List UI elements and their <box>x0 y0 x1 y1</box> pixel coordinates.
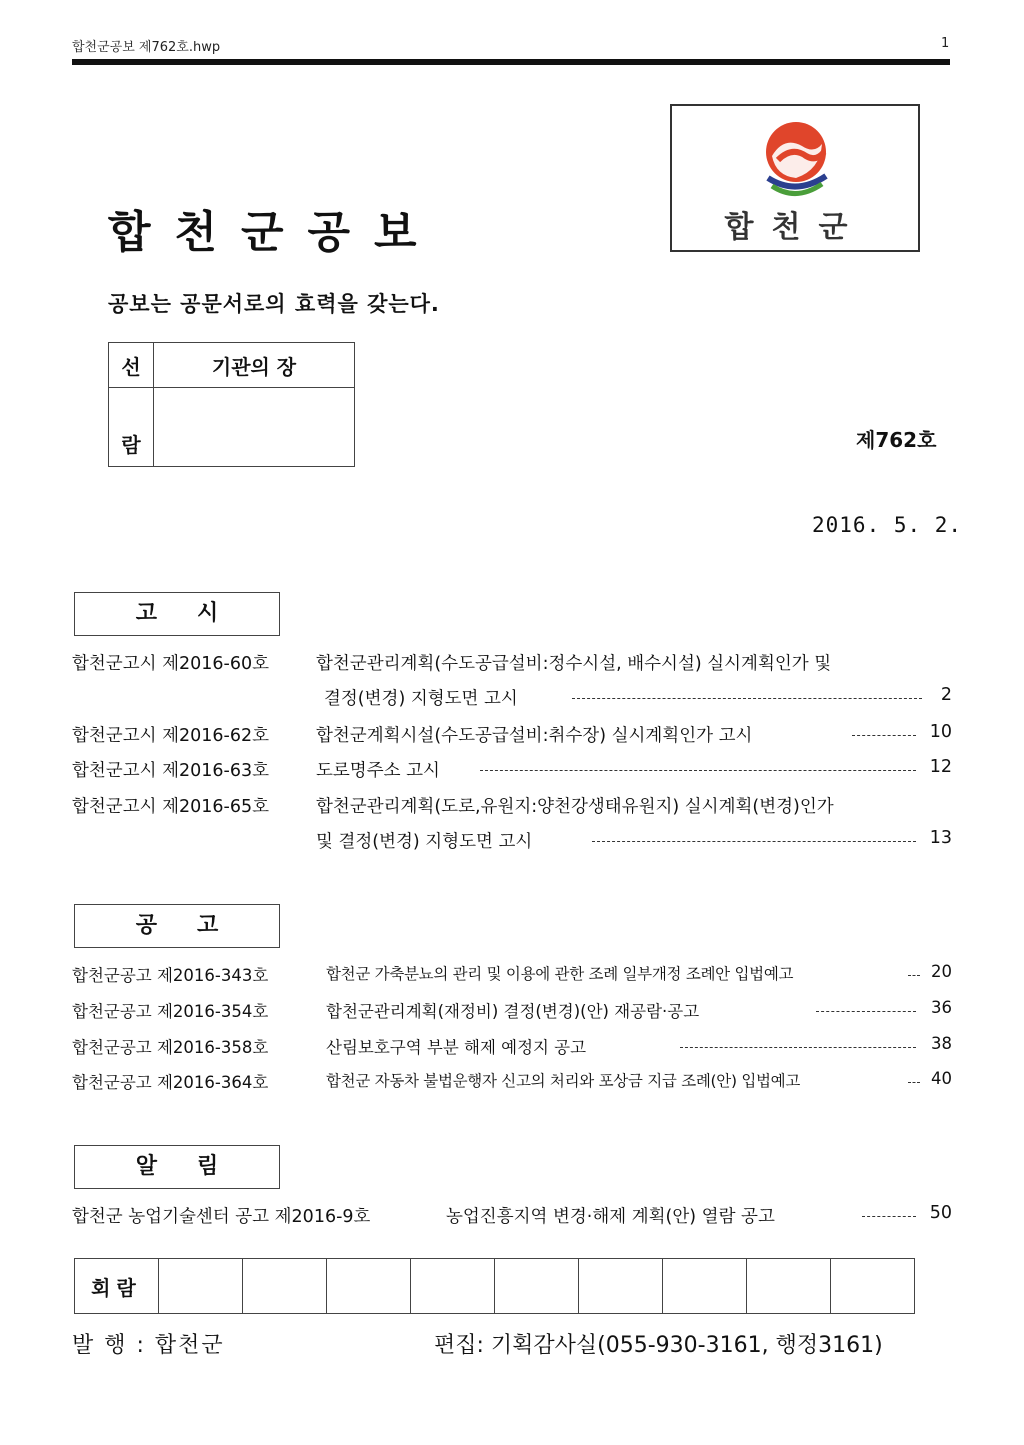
item-page: 36 <box>931 998 952 1017</box>
item-code: 합천군 농업기술센터 공고 제2016-9호 <box>72 1207 371 1227</box>
list-item <box>72 1203 952 1233</box>
issue-number: 제762호 <box>856 428 937 452</box>
item-title: 합천군관리계획(재정비) 결정(변경)(안) 재공람·공고 <box>326 1002 700 1021</box>
item-title: 합천군계획시설(수도공급설비:취수장) 실시계획인가 고시 <box>316 726 753 746</box>
circulation-cell <box>243 1259 327 1314</box>
county-logo-label: 합천군 <box>724 210 866 245</box>
page-title: 합천군공보 <box>108 207 441 258</box>
leader-dots <box>816 1011 916 1012</box>
list-item-continuation <box>72 828 952 858</box>
item-page: 10 <box>929 722 952 742</box>
item-page: 12 <box>929 757 952 777</box>
item-title-line2: 및 결정(변경) 지형도면 고시 <box>316 832 533 852</box>
leader-dots <box>680 1047 916 1048</box>
approval-label-top: 선 <box>109 343 154 388</box>
item-page: 20 <box>931 962 952 981</box>
section-gonggo-title: 공고 <box>74 904 280 948</box>
leader-dots <box>480 770 916 771</box>
item-code: 합천군공고 제2016-354호 <box>72 1002 269 1021</box>
county-logo-box <box>670 104 920 252</box>
issue-date: 2016. 5. 2. <box>812 513 963 537</box>
approval-label-bottom: 람 <box>109 388 154 467</box>
item-title: 합천군 가축분뇨의 관리 및 이용에 관한 조례 일부개정 조례안 입법예고 <box>326 965 794 983</box>
item-page: 40 <box>931 1069 952 1088</box>
item-code: 합천군고시 제2016-63호 <box>72 761 270 781</box>
approval-signature-cell <box>154 388 355 467</box>
file-name: 합천군공보 제762호.hwp <box>72 40 221 55</box>
list-item <box>72 1034 952 1064</box>
circulation-cell <box>327 1259 411 1314</box>
item-title: 합천군 자동차 불법운행자 신고의 처리와 포상금 지급 조례(안) 입법예고 <box>326 1072 801 1090</box>
circulation-cell <box>831 1259 915 1314</box>
leader-dots <box>852 735 916 736</box>
approval-table <box>108 342 355 467</box>
item-title: 산림보호구역 부분 해제 예정지 공고 <box>326 1038 587 1057</box>
leader-dots <box>592 841 916 842</box>
page-number: 1 <box>941 36 950 51</box>
approval-role: 기관의 장 <box>154 343 355 388</box>
circulation-cell <box>579 1259 663 1314</box>
item-code: 합천군공고 제2016-343호 <box>72 966 269 985</box>
item-code: 합천군공고 제2016-358호 <box>72 1038 269 1057</box>
item-title: 합천군관리계획(수도공급설비:정수시설, 배수시설) 실시계획인가 및 <box>316 654 832 674</box>
list-item <box>72 722 952 752</box>
item-code: 합천군공고 제2016-364호 <box>72 1073 269 1092</box>
publisher: 발 행 : 합천군 <box>72 1333 225 1358</box>
list-item <box>72 757 952 787</box>
item-code: 합천군고시 제2016-60호 <box>72 654 270 674</box>
circulation-cell <box>159 1259 243 1314</box>
editor-contact: 편집: 기획감사실(055-930-3161, 행정3161) <box>434 1333 883 1358</box>
item-page: 13 <box>929 828 952 848</box>
list-item <box>72 962 952 992</box>
item-code: 합천군고시 제2016-65호 <box>72 797 270 817</box>
item-page: 50 <box>929 1203 952 1223</box>
item-title-line2: 결정(변경) 지형도면 고시 <box>324 689 518 709</box>
item-title: 합천군관리계획(도로,유원지:양천강생태유원지) 실시계획(변경)인가 <box>316 797 834 817</box>
list-item <box>72 793 952 823</box>
item-code: 합천군고시 제2016-62호 <box>72 726 270 746</box>
list-item <box>72 998 952 1028</box>
page-subtitle: 공보는 공문서로의 효력을 갖는다. <box>108 292 440 316</box>
county-emblem-icon <box>758 116 834 200</box>
circulation-cell <box>411 1259 495 1314</box>
circulation-table <box>74 1258 915 1314</box>
list-item <box>72 650 952 680</box>
leader-dots <box>908 1082 920 1083</box>
item-title: 도로명주소 고시 <box>316 761 440 781</box>
header-rule <box>72 59 950 65</box>
item-page: 2 <box>940 685 952 705</box>
leader-dots <box>862 1216 916 1217</box>
leader-dots <box>908 975 920 976</box>
circulation-label: 회람 <box>75 1259 159 1314</box>
circulation-cell <box>747 1259 831 1314</box>
circulation-cell <box>663 1259 747 1314</box>
list-item-continuation <box>72 685 952 715</box>
section-allim-title: 알림 <box>74 1145 280 1189</box>
section-gosi-title: 고시 <box>74 592 280 636</box>
list-item <box>72 1069 952 1099</box>
item-title: 농업진흥지역 변경·해제 계획(안) 열람 공고 <box>446 1207 775 1227</box>
leader-dots <box>572 698 922 699</box>
circulation-cell <box>495 1259 579 1314</box>
item-page: 38 <box>931 1034 952 1053</box>
